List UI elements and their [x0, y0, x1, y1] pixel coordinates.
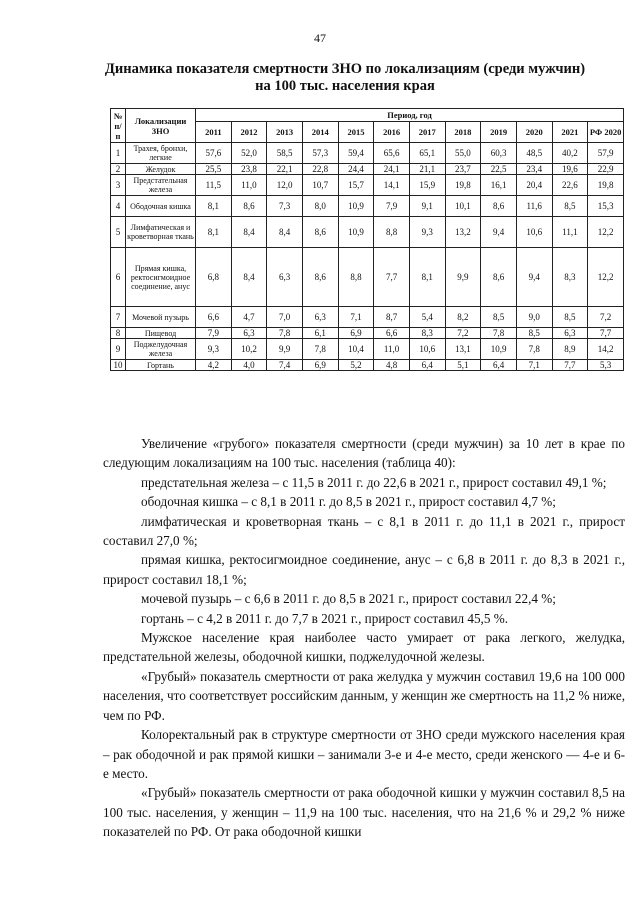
table-row [111, 307, 624, 328]
header-year: 2013 [267, 122, 303, 143]
row-value: 6,4 [409, 360, 445, 371]
row-value: 9,4 [516, 248, 552, 307]
row-value: 8,2 [445, 307, 481, 328]
row-value: 7,0 [267, 307, 303, 328]
row-value: 4,2 [196, 360, 232, 371]
mortality-table [110, 108, 624, 371]
header-year: 2019 [481, 122, 517, 143]
paragraph: Увеличение «грубого» показателя смертности (среди мужчин) за 10 лет в крае по следующим локализациям на 100 тыс. населения (таблица 40): [103, 436, 625, 471]
row-value: 8,3 [552, 248, 588, 307]
row-value: 22,8 [302, 164, 338, 175]
row-value: 14,1 [374, 175, 410, 196]
row-value: 6,9 [338, 328, 374, 339]
header-period: Период, год [196, 109, 624, 122]
row-value: 59,4 [338, 143, 374, 164]
row-value: 9,9 [445, 248, 481, 307]
row-site: Лимфатическая и кроветворная ткань [126, 217, 196, 248]
row-value: 65,1 [409, 143, 445, 164]
page-number: 47 [314, 31, 326, 45]
row-value: 8,5 [552, 307, 588, 328]
row-site: Поджелудочная железа [126, 339, 196, 360]
row-value: 7,7 [374, 248, 410, 307]
row-number: 1 [111, 143, 126, 164]
row-number: 4 [111, 196, 126, 217]
row-number: 8 [111, 328, 126, 339]
row-value: 7,7 [552, 360, 588, 371]
row-value: 8,4 [267, 217, 303, 248]
row-value: 8,1 [196, 217, 232, 248]
row-value: 5,4 [409, 307, 445, 328]
row-value: 8,6 [481, 248, 517, 307]
row-value: 4,7 [231, 307, 267, 328]
row-value: 10,2 [231, 339, 267, 360]
row-value: 58,5 [267, 143, 303, 164]
table-row [111, 196, 624, 217]
row-value: 6,3 [267, 248, 303, 307]
row-value: 57,3 [302, 143, 338, 164]
row-value: 65,6 [374, 143, 410, 164]
table-row [111, 339, 624, 360]
row-site: Трахея, бронхи, легкие [126, 143, 196, 164]
header-year: 2018 [445, 122, 481, 143]
row-value: 8,7 [374, 307, 410, 328]
row-value: 7,2 [588, 307, 624, 328]
row-value: 8,6 [231, 196, 267, 217]
row-value: 8,6 [481, 196, 517, 217]
row-value: 19,8 [588, 175, 624, 196]
row-value: 7,9 [374, 196, 410, 217]
row-value: 15,7 [338, 175, 374, 196]
header-year: 2011 [196, 122, 232, 143]
row-value: 57,9 [588, 143, 624, 164]
row-value: 52,0 [231, 143, 267, 164]
row-value: 22,9 [588, 164, 624, 175]
row-value: 10,7 [302, 175, 338, 196]
row-value: 8,4 [231, 248, 267, 307]
row-value: 23,8 [231, 164, 267, 175]
row-value: 8,5 [516, 328, 552, 339]
row-value: 8,4 [231, 217, 267, 248]
row-value: 7,8 [302, 339, 338, 360]
row-value: 8,6 [302, 248, 338, 307]
row-value: 10,6 [516, 217, 552, 248]
row-value: 7,2 [445, 328, 481, 339]
row-value: 6,1 [302, 328, 338, 339]
paragraph: предстательная железа – с 11,5 в 2011 г. до 22,6 в 2021 г., прирост составил 49,1 %; [141, 474, 607, 490]
row-value: 13,1 [445, 339, 481, 360]
row-number: 10 [111, 360, 126, 371]
paragraph: «Грубый» показатель смертности от рака желудка у мужчин составил 19,6 на 100 000 населения, что соответствует российским данным, у женщин же смертность на 11,2 % ниже, чем по РФ. [103, 668, 625, 723]
row-value: 8,1 [409, 248, 445, 307]
header-number: № п/п [111, 109, 126, 143]
row-value: 22,1 [267, 164, 303, 175]
table-row [111, 328, 624, 339]
row-site: Ободочная кишка [126, 196, 196, 217]
row-value: 12,0 [267, 175, 303, 196]
row-value: 8,3 [409, 328, 445, 339]
header-year: 2021 [552, 122, 588, 143]
row-value: 15,9 [409, 175, 445, 196]
row-value: 19,6 [552, 164, 588, 175]
row-value: 9,3 [196, 339, 232, 360]
row-value: 10,9 [338, 217, 374, 248]
table-row [111, 143, 624, 164]
row-site: Предстательная железа [126, 175, 196, 196]
row-site: Пищевод [126, 328, 196, 339]
header-site: Локализации ЗНО [126, 109, 196, 143]
header-year: 2020 [516, 122, 552, 143]
row-value: 8,0 [302, 196, 338, 217]
row-number: 6 [111, 248, 126, 307]
row-value: 9,1 [409, 196, 445, 217]
row-value: 5,1 [445, 360, 481, 371]
row-value: 11,0 [374, 339, 410, 360]
row-value: 6,8 [196, 248, 232, 307]
paragraph: гортань – с 4,2 в 2011 г. до 7,7 в 2021 г., прирост составил 45,5 %. [141, 610, 509, 626]
row-value: 13,2 [445, 217, 481, 248]
row-value: 10,9 [481, 339, 517, 360]
paragraph: лимфатическая и кроветворная ткань – с 8,1 в 2011 г. до 11,1 в 2021 г., прирост составил 27,0 %; [103, 513, 625, 549]
row-value: 48,5 [516, 143, 552, 164]
row-value: 14,2 [588, 339, 624, 360]
row-value: 19,8 [445, 175, 481, 196]
row-value: 7,4 [267, 360, 303, 371]
row-value: 9,4 [481, 217, 517, 248]
row-value: 7,8 [481, 328, 517, 339]
row-number: 2 [111, 164, 126, 175]
row-value: 7,7 [588, 328, 624, 339]
paragraph: Мужское население края наиболее часто умирает от рака легкого, желудка, предстательной железы, ободочной кишки, поджелудочной железы. [103, 630, 625, 665]
header-year: 2017 [409, 122, 445, 143]
row-value: 8,8 [374, 217, 410, 248]
row-site: Прямая кишка, ректосигмоидное соединение, анус [126, 248, 196, 307]
row-value: 25,5 [196, 164, 232, 175]
row-value: 5,2 [338, 360, 374, 371]
row-value: 10,1 [445, 196, 481, 217]
row-value: 6,6 [374, 328, 410, 339]
row-value: 12,2 [588, 248, 624, 307]
row-value: 10,6 [409, 339, 445, 360]
table-row [111, 175, 624, 196]
row-value: 6,3 [231, 328, 267, 339]
table-row [111, 164, 624, 175]
row-number: 3 [111, 175, 126, 196]
row-value: 9,9 [267, 339, 303, 360]
row-value: 60,3 [481, 143, 517, 164]
row-value: 12,2 [588, 217, 624, 248]
row-value: 23,7 [445, 164, 481, 175]
table-title-line-1: Динамика показателя смертности ЗНО по локализациям (среди мужчин) [104, 61, 586, 77]
header-rf: РФ 2020 [588, 122, 624, 143]
row-value: 8,5 [552, 196, 588, 217]
table-row [111, 360, 624, 371]
row-value: 10,4 [338, 339, 374, 360]
row-value: 8,1 [196, 196, 232, 217]
table-body [111, 143, 624, 371]
header-year: 2016 [374, 122, 410, 143]
row-value: 11,6 [516, 196, 552, 217]
row-value: 6,4 [481, 360, 517, 371]
row-value: 7,1 [516, 360, 552, 371]
paragraph: прямая кишка, ректосигмоидное соединение, анус – с 6,8 в 2011 г. до 8,3 в 2021 г., прирост составил 18,1 %; [103, 552, 625, 587]
row-value: 24,4 [338, 164, 374, 175]
row-value: 40,2 [552, 143, 588, 164]
paragraph: ободочная кишка – с 8,1 в 2011 г. до 8,5 в 2021 г., прирост составил 4,7 %; [141, 494, 556, 510]
row-value: 7,8 [516, 339, 552, 360]
row-number: 5 [111, 217, 126, 248]
row-value: 23,4 [516, 164, 552, 175]
table-title-line-2: на 100 тыс. населения края [255, 78, 435, 94]
paragraph: Колоректальный рак в структуре смертности от ЗНО среди мужского населения края – рак ободочной и рак прямой кишки – занимали 3-е и 4-е место, среди женского — 4-е и 6-е место. [103, 727, 625, 781]
table-row [111, 248, 624, 307]
row-value: 6,3 [302, 307, 338, 328]
body-text [103, 434, 625, 842]
paragraph: мочевой пузырь – с 6,6 в 2011 г. до 8,5 в 2021 г., прирост составил 22,4 %; [141, 591, 556, 607]
row-value: 21,1 [409, 164, 445, 175]
row-value: 7,9 [196, 328, 232, 339]
header-year: 2015 [338, 122, 374, 143]
row-value: 22,6 [552, 175, 588, 196]
row-value: 8,6 [302, 217, 338, 248]
row-value: 57,6 [196, 143, 232, 164]
row-value: 7,8 [267, 328, 303, 339]
table-header-row-1 [111, 109, 624, 122]
row-value: 6,3 [552, 328, 588, 339]
row-value: 15,3 [588, 196, 624, 217]
row-value: 6,9 [302, 360, 338, 371]
row-value: 11,0 [231, 175, 267, 196]
row-value: 4,8 [374, 360, 410, 371]
header-year: 2012 [231, 122, 267, 143]
row-site: Гортань [126, 360, 196, 371]
table-row [111, 217, 624, 248]
row-value: 22,5 [481, 164, 517, 175]
row-value: 55,0 [445, 143, 481, 164]
row-value: 7,1 [338, 307, 374, 328]
row-value: 4,0 [231, 360, 267, 371]
row-value: 24,1 [374, 164, 410, 175]
row-number: 9 [111, 339, 126, 360]
row-value: 9,3 [409, 217, 445, 248]
row-value: 11,5 [196, 175, 232, 196]
header-year: 2014 [302, 122, 338, 143]
row-value: 16,1 [481, 175, 517, 196]
row-site: Желудок [126, 164, 196, 175]
row-value: 9,0 [516, 307, 552, 328]
row-value: 20,4 [516, 175, 552, 196]
table-title [95, 61, 595, 95]
paragraph: «Грубый» показатель смертности от рака ободочной кишки у мужчин составил 8,5 на 100 тыс. населения, у женщин – 11,9 на 100 тыс. населения, что на 21,6 % и 29,2 % ниже показателей по РФ. От рака ободочной кишки [103, 785, 625, 840]
row-value: 8,8 [338, 248, 374, 307]
row-value: 7,3 [267, 196, 303, 217]
row-value: 5,3 [588, 360, 624, 371]
row-value: 8,5 [481, 307, 517, 328]
row-value: 11,1 [552, 217, 588, 248]
row-number: 7 [111, 307, 126, 328]
row-site: Мочевой пузырь [126, 307, 196, 328]
row-value: 10,9 [338, 196, 374, 217]
row-value: 6,6 [196, 307, 232, 328]
row-value: 8,9 [552, 339, 588, 360]
